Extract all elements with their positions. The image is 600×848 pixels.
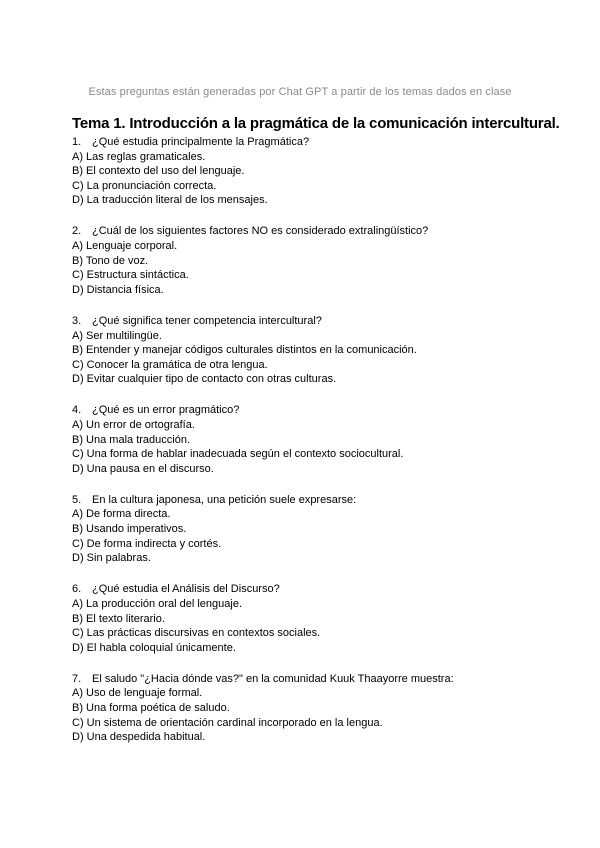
question-text: ¿Qué estudia principalmente la Pragmática? <box>92 136 310 148</box>
answer-option-a: A) Ser multilingüe. <box>72 329 162 342</box>
section-title: Tema 1. Introducción a la pragmática de la comunicación intercultural. <box>72 115 560 132</box>
answer-option-b: B) Tono de voz. <box>72 254 149 267</box>
header-note: Estas preguntas están generadas por Chat GPT a partir de los temas dados en clase <box>88 86 512 98</box>
question-number: 2. <box>72 225 82 238</box>
answer-option-a: A) La producción oral del lenguaje. <box>72 597 243 610</box>
answer-option-c: C) Las prácticas discursivas en contextos sociales. <box>72 627 321 640</box>
answer-option-a: A) Las reglas gramaticales. <box>72 150 206 163</box>
question-text: ¿Qué significa tener competencia intercultural? <box>92 314 322 327</box>
question-2 <box>72 224 542 297</box>
answer-option-b: B) Una mala traducción. <box>72 433 190 446</box>
answer-option-b: B) El texto literario. <box>72 612 165 625</box>
question-list <box>72 135 542 761</box>
question-text: ¿Cuál de los siguientes factores NO es considerado extralingüístico? <box>92 225 429 238</box>
answer-option-d: D) Una pausa en el discurso. <box>72 462 214 475</box>
question-text: El saludo "¿Hacia dónde vas?" en la comunidad Kuuk Thaayorre muestra: <box>92 672 454 685</box>
answer-option-c: C) Estructura sintáctica. <box>72 269 189 282</box>
question-number: 3. <box>72 314 82 327</box>
answer-option-a: A) De forma directa. <box>72 508 171 521</box>
answer-option-d: D) Sin palabras. <box>72 552 151 565</box>
answer-options <box>72 686 542 744</box>
question-7 <box>72 672 542 745</box>
question-4 <box>72 403 542 476</box>
question-text: ¿Qué estudia el Análisis del Discurso? <box>92 583 280 596</box>
answer-option-b: B) Una forma poética de saludo. <box>72 702 230 714</box>
answer-option-c: C) De forma indirecta y cortés. <box>72 537 222 550</box>
answer-option-a: A) Uso de lenguaje formal. <box>72 687 203 700</box>
answer-option-d: D) Evitar cualquier tipo de contacto con otras culturas. <box>72 373 337 386</box>
answer-options <box>72 507 542 565</box>
answer-options <box>72 239 542 297</box>
answer-option-a: A) Un error de ortografía. <box>72 419 195 431</box>
answer-option-c: C) La pronunciación correcta. <box>72 179 217 192</box>
question-5 <box>72 493 542 566</box>
answer-option-d: D) El habla coloquial únicamente. <box>72 641 236 654</box>
answer-options <box>72 597 542 655</box>
question-6 <box>72 582 542 655</box>
question-number: 5. <box>72 493 82 506</box>
question-number: 4. <box>72 404 82 417</box>
answer-option-c: C) Conocer la gramática de otra lengua. <box>72 358 268 371</box>
answer-option-b: B) Entender y manejar códigos culturales distintos en la comunicación. <box>72 344 417 357</box>
question-number: 7. <box>72 672 82 685</box>
answer-option-d: D) La traducción literal de los mensajes. <box>72 194 268 207</box>
answer-options <box>72 329 542 387</box>
question-text: En la cultura japonesa, una petición suele expresarse: <box>92 493 357 506</box>
question-1 <box>72 135 542 208</box>
question-number: 6. <box>72 583 82 596</box>
answer-options <box>72 418 542 476</box>
question-text: ¿Qué es un error pragmático? <box>92 404 240 417</box>
answer-option-c: C) Un sistema de orientación cardinal incorporado en la lengua. <box>72 716 383 729</box>
answer-options <box>72 150 542 208</box>
answer-option-c: C) Una forma de hablar inadecuada según el contexto sociocultural. <box>72 448 404 461</box>
question-3 <box>72 314 542 387</box>
answer-option-b: B) El contexto del uso del lenguaje. <box>72 165 245 178</box>
question-number: 1. <box>72 136 82 148</box>
answer-option-d: D) Una despedida habitual. <box>72 731 206 744</box>
answer-option-d: D) Distancia física. <box>72 283 164 296</box>
answer-option-a: A) Lenguaje corporal. <box>72 240 178 253</box>
answer-option-b: B) Usando imperativos. <box>72 523 187 536</box>
